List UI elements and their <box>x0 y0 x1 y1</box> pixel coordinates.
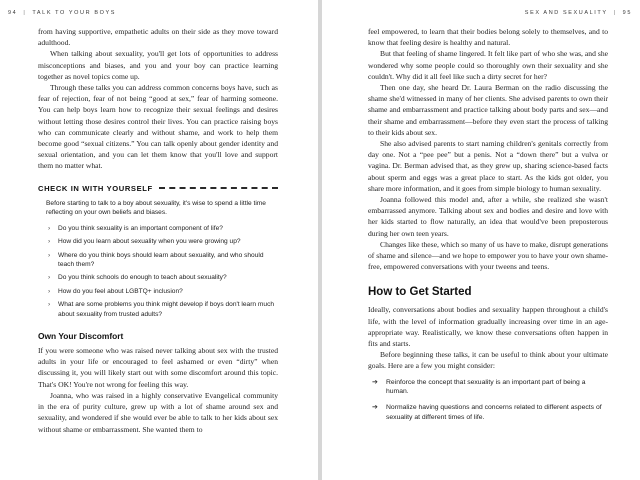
list-item <box>48 287 278 296</box>
left-page-body <box>38 26 278 435</box>
body-paragraph: Then one day, she heard Dr. Laura Berman on the radio discussing the shame she'd witnessed in many of her clients. She advised parents to own their shame and embarrassment and practice talking about body parts and sex—and their shame and embarrassment—before they even start the process of talking to their kids about sex. <box>368 83 608 137</box>
goals-list <box>372 378 608 423</box>
right-page-body <box>368 26 608 429</box>
running-head-left: 94 | TALK TO YOUR BOYS <box>8 10 117 16</box>
body-paragraph: Joanna, who was raised in a highly conservative Evangelical community in the era of purity culture, grew up with a lot of shame around sex and sexuality, and wondered if she would ever be able to talk to her kids about sex without shame or embarrassment. She wanted them to <box>38 390 278 434</box>
list-item <box>372 403 608 423</box>
chevron-right-icon: › <box>48 238 51 246</box>
list-item <box>48 273 278 282</box>
question-text: Where do you think boys should learn about sexuality, and who should teach them? <box>58 251 264 269</box>
list-item <box>48 300 278 319</box>
question-list <box>48 224 278 319</box>
list-item <box>48 224 278 233</box>
body-paragraph: Changes like these, which so many of us have to make, disrupt generations of shame and silence—and we hope to empower you to have your own shame-free, empowered conversations with your tweens and teens. <box>368 239 608 272</box>
arrow-right-icon: ➔ <box>372 404 378 412</box>
question-text: What are some problems you think might develop if boys don't learn much about sexuality from trusted adults? <box>58 301 275 318</box>
body-paragraph: Through these talks you can address common concerns boys have, such as fear of rejection, fear of not being “good at sex,” fear of harming someone. You can help boys learn how to recognize their sexual feelings and desires without letting those desires control their lives. You can practice raising boys who can communicate clearly and without shame, and work to help them become good “sexual citizens.” You can talk openly about gender identity and sexual orientation, and you can let them know that you'll love and support them no matter what. <box>38 83 278 171</box>
body-paragraph: When talking about sexuality, you'll get lots of opportunities to address misconceptions and biases, and you and your boy can practice learning together as novel topics come up. <box>38 49 278 81</box>
running-head-title: TALK TO YOUR BOYS <box>32 10 117 16</box>
page-number: 95 <box>622 10 632 16</box>
goal-text: Reinforce the concept that sexuality is an important part of being a human. <box>386 378 586 396</box>
chevron-right-icon: › <box>48 274 51 282</box>
body-paragraph: But that feeling of shame lingered. It felt like part of who she was, and she wondered why some people could so thoroughly own their sexuality and she couldn't. Why did it all feel like such a dirty secret for her? <box>368 49 608 81</box>
page-number: 94 <box>8 10 18 16</box>
body-paragraph: If you were someone who was raised never talking about sex with the trusted adults in your life or encouraged to feel ashamed or even “dirty” when discussing it, you will likely start out with some discomfort around this topic. That's OK! You're not wrong for feeling this way. <box>38 346 278 389</box>
list-item <box>48 237 278 246</box>
question-text: Do you think schools do enough to teach about sexuality? <box>58 274 227 282</box>
check-in-intro: Before starting to talk to a boy about sexuality, it's wise to spend a little time reflecting on your own beliefs and biases. <box>46 199 266 217</box>
check-in-title: CHECK IN WITH YOURSELF <box>38 183 153 193</box>
right-page <box>322 0 640 480</box>
check-in-heading <box>38 184 278 193</box>
body-paragraph: She also advised parents to start naming children's genitals correctly from day one. Not a “pee pee” but a penis. Not a “down there” but a vulva or vagina. Dr. Berman advised that, as they grew up, sharing science-based facts about sperm and eggs was a great place to start. As the kids got older, you share more information, and it goes from simple biology to human sexuality. <box>368 139 608 193</box>
running-head-right: SEX AND SEXUALITY | 95 <box>524 10 632 16</box>
list-item <box>48 251 278 270</box>
body-paragraph: Joanna followed this model and, after a while, she realized she wasn't embarrassed anymore. Talking about sex and bodies and desire and love with her kids started to flow naturally, an idea that would've been preposterous during her own teen years. <box>368 195 608 238</box>
chevron-right-icon: › <box>48 224 51 232</box>
body-paragraph: feel empowered, to learn that their bodies belong solely to themselves, and to know that feeling desire is healthy and natural. <box>368 27 608 48</box>
goal-text: Normalize having questions and concerns related to different aspects of sexuality at different times of life. <box>386 404 602 422</box>
body-paragraph: from having supportive, empathetic adults on their side as they move toward adulthood. <box>38 27 278 48</box>
section-heading: Own Your Discomfort <box>38 331 124 342</box>
chevron-right-icon: › <box>48 287 51 295</box>
check-in-box <box>38 184 278 319</box>
body-paragraph: Ideally, conversations about bodies and sexuality happen throughout a child's life, with the level of information gradually increasing over time in an age-appropriate way. Realistically, we know these conversations often happen in fits and starts. <box>368 305 608 349</box>
section-heading: How to Get Started <box>368 286 472 299</box>
body-paragraph: Before beginning these talks, it can be useful to think about your ultimate goals. Here are a few you might consider: <box>368 350 608 371</box>
left-page <box>0 0 318 480</box>
chevron-right-icon: › <box>48 301 51 309</box>
question-text: How did you learn about sexuality when you were growing up? <box>58 238 241 246</box>
question-text: Do you think sexuality is an important component of life? <box>58 224 223 232</box>
question-text: How do you feel about LGBTQ+ inclusion? <box>58 287 183 295</box>
chevron-right-icon: › <box>48 251 51 259</box>
list-item <box>372 378 608 398</box>
arrow-right-icon: ➔ <box>372 378 378 386</box>
running-head-title: SEX AND SEXUALITY <box>524 10 608 16</box>
dashed-rule <box>159 187 278 189</box>
